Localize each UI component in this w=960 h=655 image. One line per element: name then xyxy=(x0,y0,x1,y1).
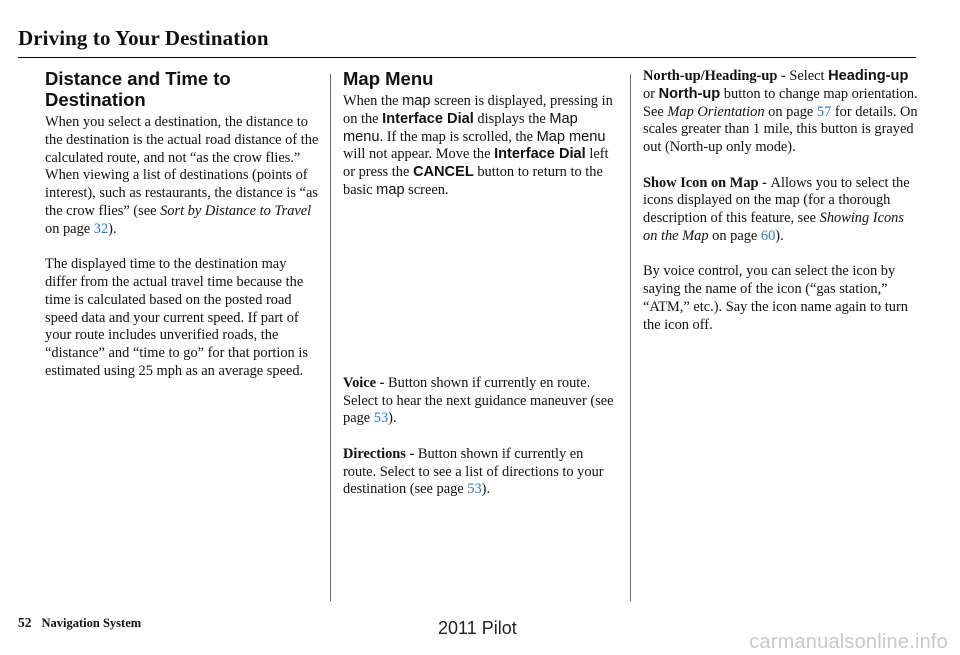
text: will not appear. Move the xyxy=(343,146,495,163)
page-title: Driving to Your Destination xyxy=(18,26,269,50)
paragraph-map-menu xyxy=(343,93,619,200)
page-link-53[interactable]: 53 xyxy=(467,481,482,498)
text: on page xyxy=(708,227,761,244)
ui-term: Map menu xyxy=(343,110,578,145)
column-map-menu xyxy=(343,68,619,517)
xref-title: Showing Icons on the Map xyxy=(643,210,904,244)
text: or xyxy=(643,85,659,102)
text: screen. xyxy=(404,181,449,198)
text: Allows you to select the icons displayed on the map (for a thorough description of this feature, see xyxy=(643,174,910,227)
text: left or press the xyxy=(343,146,609,181)
paragraph-directions xyxy=(343,446,619,499)
term-label: Directions - xyxy=(343,445,418,462)
paragraph-voice-control: By voice control, you can select the icon by saying the name of the icon (“gas station,” “ATM,” etc.). Say the icon name again to turn the icon off. xyxy=(643,263,908,333)
text: ). xyxy=(775,227,784,244)
text: . If the map is scrolled, the xyxy=(379,128,537,145)
section-heading-map-menu: Map Menu xyxy=(343,68,434,89)
paragraph-show-icon xyxy=(643,175,918,246)
text: on page xyxy=(764,103,817,120)
text: ). xyxy=(108,220,117,237)
ui-term: CANCEL xyxy=(412,164,474,181)
page-link-53[interactable]: 53 xyxy=(373,410,389,427)
paragraph-north-up xyxy=(643,68,918,157)
column-divider xyxy=(630,74,631,601)
model-watermark: 2011 Pilot xyxy=(438,618,517,638)
page-link-32[interactable]: 32 xyxy=(93,220,109,237)
term-label: Voice - xyxy=(343,374,389,391)
page-link-60[interactable]: 60 xyxy=(760,227,776,244)
text: Button shown if currently en route. Select to hear the next guidance maneuver (see page xyxy=(343,374,614,427)
page-link-57[interactable]: 57 xyxy=(816,103,832,120)
column-divider xyxy=(330,74,331,601)
text: When the xyxy=(343,93,403,109)
paragraph-distance xyxy=(45,114,320,239)
text: displays the xyxy=(473,110,550,127)
xref-title: Map Orientation xyxy=(667,103,765,120)
text: button to change map orientation. See xyxy=(643,85,918,120)
paragraph-voice xyxy=(343,375,619,428)
ui-term: Interface Dial xyxy=(382,110,474,127)
page-footer xyxy=(18,615,141,631)
column-map-options xyxy=(643,68,918,352)
text: button to return to the basic xyxy=(343,164,603,198)
text: ). xyxy=(481,481,491,498)
ui-term: Map menu xyxy=(536,128,606,145)
ui-term: Heading-up xyxy=(828,68,909,84)
text: for details. On scales greater than 1 mile, this button is grayed out (North-up only mode). xyxy=(643,103,918,156)
ui-term: map xyxy=(376,181,405,198)
ui-term: map xyxy=(402,93,431,109)
page-number: 52 xyxy=(18,615,32,630)
text: on page xyxy=(45,220,94,237)
text: Button shown if currently en route. Select to see a list of directions to your destination (see page xyxy=(343,445,604,498)
text: Select xyxy=(789,68,829,84)
text: ). xyxy=(388,410,397,427)
text: When you select a destination, the distance to the destination is the actual road distance of the calculated route, and not “as the crow flies.” When viewing a list of destinations (points of interest), such as restaurants, the distance is “as the crow flies” (see xyxy=(45,114,319,219)
term-label: North-up/Heading-up - xyxy=(643,68,790,84)
site-watermark: carmanualsonline.info xyxy=(749,631,948,653)
title-divider xyxy=(18,57,916,58)
section-heading-distance-time: Distance and Time to Destination xyxy=(45,68,231,110)
xref-title: Sort by Distance to Travel xyxy=(160,202,312,219)
ui-term: North-up xyxy=(658,85,721,102)
paragraph-time: The displayed time to the destination may differ from the actual travel time because the time is calculated based on the posted road speed data and your current speed. If part of your route includes unverified roads, the “distance” and “time to go” for that portion is estimated using 25 mph as an average speed. xyxy=(45,256,308,379)
column-distance-time xyxy=(45,68,320,398)
text: screen is displayed, pressing in on the xyxy=(343,93,613,127)
ui-term: Interface Dial xyxy=(494,146,586,163)
term-label: Show Icon on Map - xyxy=(643,174,771,191)
footer-section: Navigation System xyxy=(41,616,142,630)
